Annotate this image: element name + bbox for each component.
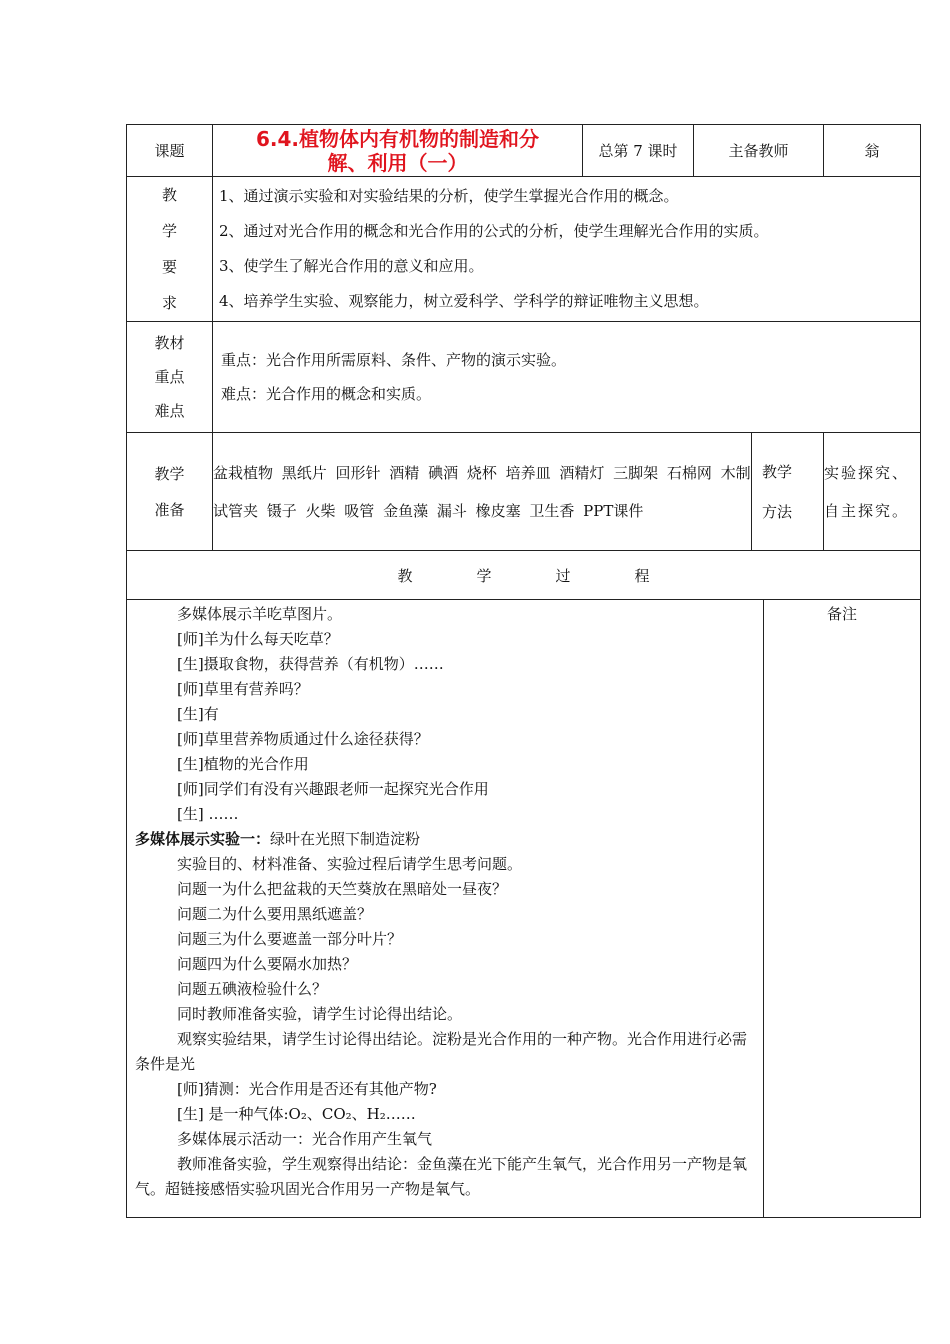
preparation-label-line: 教学 bbox=[154, 464, 185, 483]
process-heading-char: 教 bbox=[397, 566, 413, 585]
process-line-bold-prefix: 多媒体展示实验一： bbox=[135, 830, 271, 848]
lesson-count: 总第 7 课时 bbox=[583, 125, 694, 177]
process-heading-char: 程 bbox=[634, 566, 650, 585]
header-row bbox=[127, 125, 921, 177]
process-line-text: 实验目的、材料准备、实验过程后请学生思考问题。 bbox=[177, 855, 523, 873]
requirements-content bbox=[213, 177, 921, 322]
process-line bbox=[135, 1127, 757, 1152]
preparation-row bbox=[127, 433, 921, 551]
process-line-text: 问题二为什么要用黑纸遮盖？ bbox=[177, 905, 373, 923]
lesson-title: 6.4.植物体内有机物的制造和分解、利用（一） bbox=[213, 125, 583, 177]
focus-row bbox=[127, 322, 921, 433]
requirements-label-char: 学 bbox=[161, 222, 177, 240]
method-label bbox=[752, 433, 824, 551]
process-line-text: [师]草里有营养吗？ bbox=[177, 680, 309, 698]
process-line bbox=[135, 1152, 757, 1202]
focus-label bbox=[127, 322, 213, 433]
method-label-line: 教学 bbox=[762, 462, 793, 481]
key-point: 重点：光合作用所需原料、条件、产物的演示实验。 bbox=[221, 351, 567, 369]
requirements-label bbox=[127, 177, 213, 322]
process-line-text: 多媒体展示活动一：光合作用产生氧气 bbox=[177, 1130, 433, 1148]
process-line-text: [师]同学们有没有兴趣跟老师一起探究光合作用 bbox=[177, 780, 489, 798]
process-line bbox=[135, 1077, 757, 1102]
focus-label-line: 重点 bbox=[154, 368, 185, 386]
requirement-item: 4、培养学生实验、观察能力，树立爱科学、学科学的辩证唯物主义思想。 bbox=[219, 292, 709, 310]
process-line-text: [生]植物的光合作用 bbox=[177, 755, 309, 773]
notes-column bbox=[764, 600, 921, 1218]
process-line bbox=[135, 777, 757, 802]
process-line bbox=[135, 652, 757, 677]
process-line-text: 同时教师准备实验，请学生讨论得出结论。 bbox=[177, 1005, 463, 1023]
teaching-method: 实验探究、自主探究。 bbox=[824, 433, 921, 551]
process-line bbox=[135, 727, 757, 752]
process-line-text: 问题五碘液检验什么？ bbox=[177, 980, 328, 998]
focus-label-line: 难点 bbox=[154, 402, 185, 420]
process-line bbox=[135, 927, 757, 952]
process-line-text: 问题四为什么要隔水加热？ bbox=[177, 955, 358, 973]
process-line-text: [生]摄取食物，获得营养（有机物）…… bbox=[177, 655, 444, 673]
process-line-text: 多媒体展示羊吃草图片。 bbox=[177, 605, 343, 623]
process-line bbox=[135, 1027, 757, 1077]
preparation-label-line: 准备 bbox=[154, 500, 185, 519]
teacher-label: 主备教师 bbox=[694, 125, 824, 177]
notes-label: 备注 bbox=[827, 605, 858, 623]
process-line-text: [师]草里营养物质通过什么途径获得？ bbox=[177, 730, 429, 748]
requirements-label-char: 要 bbox=[161, 258, 177, 276]
process-lines bbox=[135, 602, 757, 1202]
teacher-name: 翁 bbox=[824, 125, 921, 177]
process-line bbox=[135, 1002, 757, 1027]
focus-content bbox=[213, 322, 921, 433]
requirements-label-char: 教 bbox=[161, 186, 177, 204]
process-heading-char: 过 bbox=[555, 566, 571, 585]
process-line-text: [生]有 bbox=[177, 705, 219, 723]
process-line-text: 观察实验结果，请学生讨论得出结论。淀粉是光合作用的一种产物。光合作用进行必需条件是光 bbox=[135, 1030, 748, 1073]
process-line bbox=[135, 677, 757, 702]
requirement-item: 2、通过对光合作用的概念和光合作用的公式的分析，使学生理解光合作用的实质。 bbox=[219, 222, 769, 240]
process-line bbox=[135, 702, 757, 727]
process-body-row bbox=[127, 600, 921, 1218]
process-line bbox=[135, 952, 757, 977]
method-label-line: 方法 bbox=[762, 502, 793, 521]
process-line bbox=[135, 827, 757, 852]
process-heading bbox=[127, 551, 921, 600]
process-line-text: 问题一为什么把盆栽的天竺葵放在黑暗处一昼夜？ bbox=[177, 880, 508, 898]
process-heading-row bbox=[127, 551, 921, 600]
process-line-text: [师]猜测：光合作用是否还有其他产物? bbox=[177, 1080, 437, 1098]
process-line bbox=[135, 902, 757, 927]
materials-list: 盆栽植物 黑纸片 回形针 酒精 碘酒 烧杯 培养皿 酒精灯 三脚架 石棉网 木制试管夹 镊子 火柴 吸管 金鱼藻 漏斗 橡皮塞 卫生香 PPT课件 bbox=[213, 433, 752, 551]
process-line bbox=[135, 1102, 757, 1127]
process-line bbox=[135, 627, 757, 652]
requirement-item: 1、通过演示实验和对实验结果的分析，使学生掌握光合作用的概念。 bbox=[219, 187, 679, 205]
process-line-text: [生] …… bbox=[177, 805, 239, 823]
process-line-text: 问题三为什么要遮盖一部分叶片？ bbox=[177, 930, 403, 948]
requirement-item: 3、使学生了解光合作用的意义和应用。 bbox=[219, 257, 484, 275]
process-line bbox=[135, 752, 757, 777]
focus-label-line: 教材 bbox=[154, 334, 185, 352]
requirements-row bbox=[127, 177, 921, 322]
process-line bbox=[135, 852, 757, 877]
lesson-plan-table bbox=[126, 124, 921, 1218]
process-line-text: 绿叶在光照下制造淀粉 bbox=[270, 830, 421, 848]
requirements-label-char: 求 bbox=[161, 294, 177, 312]
preparation-label bbox=[127, 433, 213, 551]
process-line bbox=[135, 602, 757, 627]
topic-label: 课题 bbox=[127, 125, 213, 177]
difficulty: 难点：光合作用的概念和实质。 bbox=[221, 385, 432, 403]
process-line bbox=[135, 977, 757, 1002]
process-line bbox=[135, 877, 757, 902]
process-heading-char: 学 bbox=[476, 566, 492, 585]
process-line-text: [生] 是一种气体:O₂、CO₂、H₂…… bbox=[177, 1105, 416, 1123]
process-content bbox=[127, 600, 764, 1218]
process-line-text: 教师准备实验，学生观察得出结论：金鱼藻在光下能产生氧气，光合作用另一产物是氧气。超链接感悟实验巩固光合作用另一产物是氧气。 bbox=[135, 1155, 748, 1198]
process-line-text: [师]羊为什么每天吃草？ bbox=[177, 630, 339, 648]
process-line bbox=[135, 802, 757, 827]
